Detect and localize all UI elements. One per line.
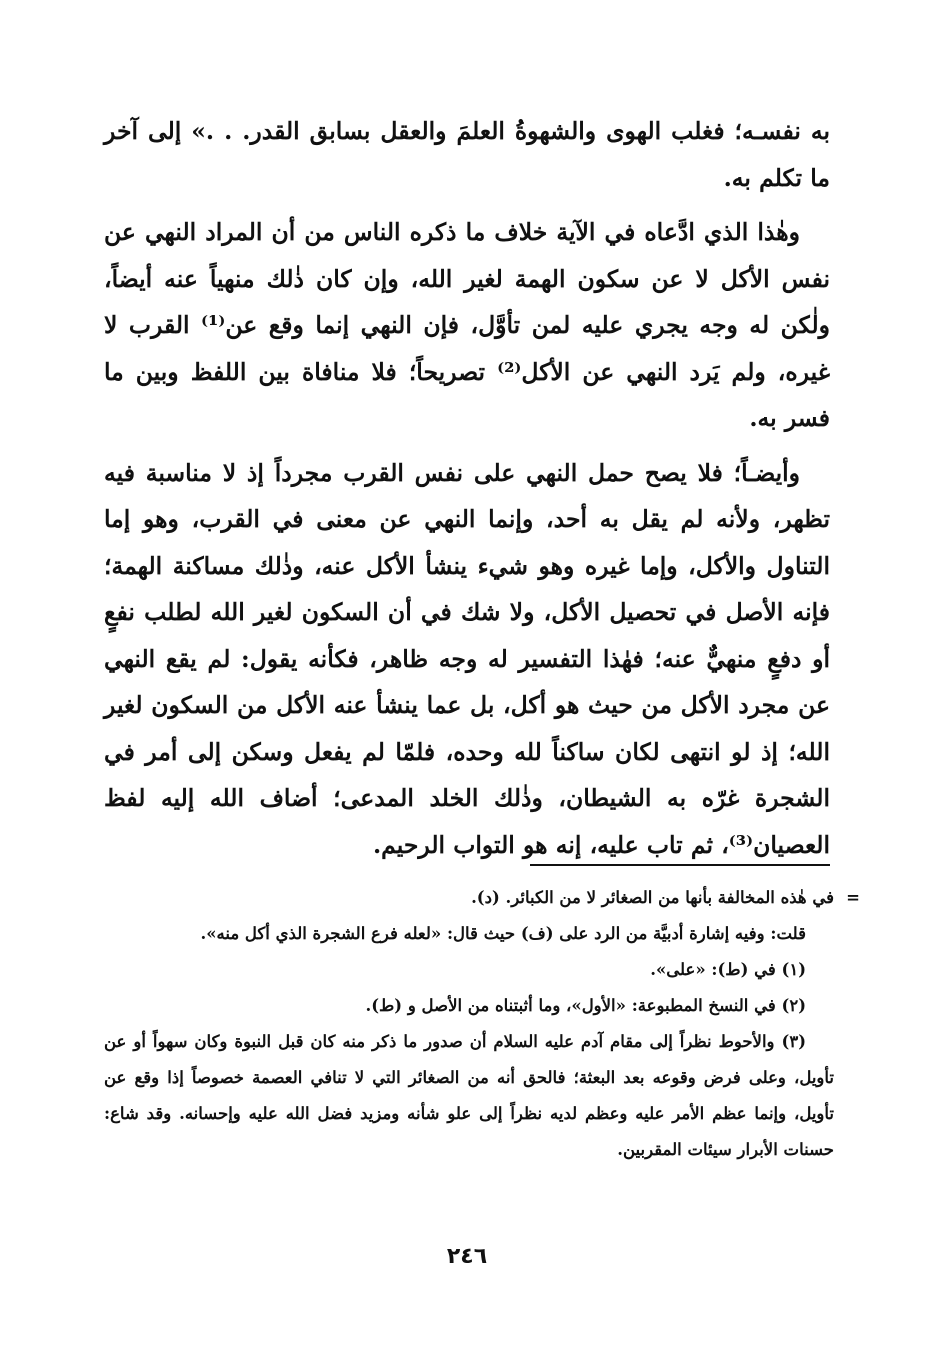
footnote-continuation bbox=[104, 880, 860, 916]
page-number: ٢٤٦ bbox=[446, 1244, 488, 1269]
footnotes bbox=[104, 880, 860, 1168]
footnote-1: (١) في (ط): «على». bbox=[650, 960, 806, 979]
editor-note: قلت: وفيه إشارة أدبيَّة من الرد على (ف) حيث قال: «لعله فرع الشجرة الذي أكل منه». bbox=[200, 924, 806, 943]
paragraph-3: وأيضـاً؛ فلا يصح حمل النهي على نفس القرب مجرداً إذ لا مناسبة فيه تظهر، ولأنه لم يقل به أحد، وإنما النهي عن معنى في القرب، وهو إما التناول والأكل، وإما غيره وهو شيء ينشأ الأكل عنه، وذٰلك مساكنة الهمة؛ فإنه الأصل في تحصيل الأكل، ولا شك في أن السكون لغير الله لطلب نفعٍ أو دفعٍ منهيٌّ عنه؛ فهٰذا التفسير له وجه ظاهر، فكأنه يقول: لم يقع النهي عن مجرد الأكل من حيث هو أكل، بل عما ينشأ عنه الأكل من السكون لغير الله؛ إذ لو انتهى لكان ساكناً لله وحده، فلمّا لم يفعل وسكن إلى أمر في الشجرة غرّه به الشيطان، وذٰلك الخلد المدعى؛ أضاف الله إليه لفظ العصيان⁽³⁾، ثم تاب عليه، إنه هو التواب الرحيم. bbox=[104, 458, 830, 859]
footnote-2: (٢) في النسخ المطبوعة: «الأول»، وما أثبتناه من الأصل و (ط). bbox=[365, 996, 806, 1015]
footnote-separator bbox=[530, 864, 830, 866]
continuation-mark: = bbox=[846, 888, 860, 907]
paragraph-2: وهٰذا الذي ادَّعاه في الآية خلاف ما ذكره الناس من أن المراد النهي عن نفس الأكل لا عن سكون الهمة لغير الله، وإن كان ذٰلك منهياً عنه أيضاً، ولٰكن له وجه يجري عليه لمن تأوَّل، فإن النهي إنما وقع عن⁽¹⁾ القرب لا غيره، ولم يَرد النهي عن الأكل⁽²⁾ تصريحاً؛ فلا منافاة بين اللفظ وبين ما فسر به. bbox=[104, 218, 830, 432]
footnote-continuation-text: في هٰذه المخالفة بأنها من الصغائر لا من الكبائر. (د). bbox=[471, 888, 834, 907]
main-text-body bbox=[104, 108, 830, 876]
paragraph-1: به نفسـه؛ فغلب الهوى والشهوةُ العلمَ والعقل بسابق القدر. . .» إلى آخر ما تكلم به. bbox=[104, 117, 830, 192]
footnote-3: (٣) والأحوط نظراً إلى مقام آدم عليه السلام أن صدور ما ذكر منه كان قبل النبوة وكان سهواً أو عن تأويل، وعلى فرض وقوعه بعد البعثة؛ فالحق أنه من الصغائر التي لا تنافي العصمة خصوصاً إذا وقع عن تأويل، وإنما عظم الأمر عليه وعظم لديه نظراً إلى علو شأنه ومزيد فضل الله عليه وإحسانه. وقد شاع: حسنات الأبرار سيئات المقربين. bbox=[104, 1032, 834, 1159]
